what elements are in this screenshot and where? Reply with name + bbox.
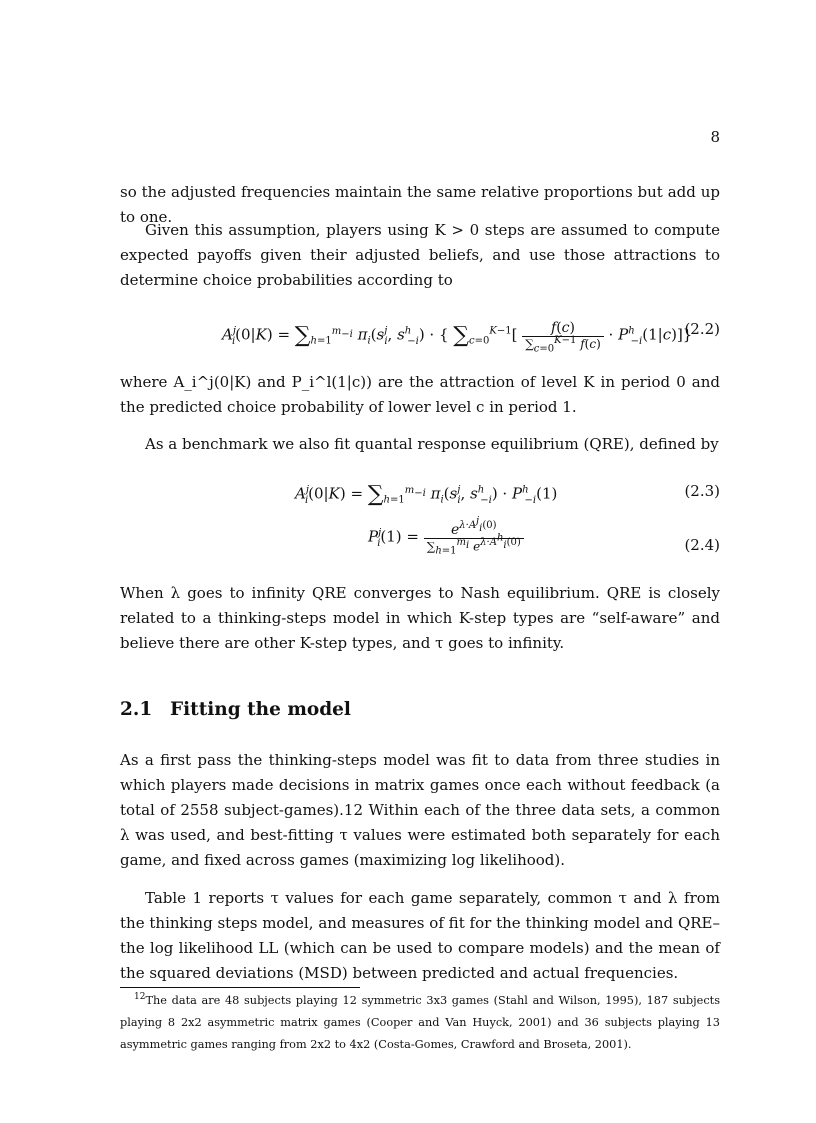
equation-2-2-formula: $A^j_i(0|K) = \sum_{h=1}^{m_{-i}}$ $\pi_i(s^j_i$, $s^h_{-i}$) · { $\sum_{c=0}^{K-1}$[ $\frac{f(c)}{\sum_{c=0}^{K-1} f(c)}$ · $P^h_{-i}(1|c)$]} <box>222 320 693 355</box>
paragraph-table-report: Table 1 reports τ values for each game separately, common τ and λ from the thinking steps model, and measures of fit for the thinking model and QRE– the log likelihood LL (which can be used to compare models) and the mean of the squared deviations (MSD) between predicted and actual frequencies. <box>120 889 720 982</box>
equation-2-3-formula: $A^j_i(0|K) = \sum_{h=1}^{m_{-i}}$ $\pi_i(s^j_i$, $s^h_{-i}) \cdot P^h_{-i}(1)$ <box>295 482 558 507</box>
page-number: 8 <box>710 128 720 146</box>
paragraph-assumption: Given this assumption, players using K > 0 steps are assumed to compute expected payoffs given their adjusted beliefs, and use those attractions to determine choice probabilities according to <box>120 221 720 289</box>
equation-2-4 <box>120 516 720 582</box>
equation-2-4-number: (2.4) <box>684 536 720 554</box>
equation-2-4-formula: $P^j_i(1)$ = $\frac{e^{\lambda\cdot A^j_i(0)}}{\sum_{h=1}^{m_i} e^{\lambda\cdot A^h_i(0)}}$ <box>368 522 524 553</box>
paragraph-attraction-definition: where A_i^j(0|K) and P_i^l(1|c)) are the attraction of level K in period 0 and the predicted choice probability of lower level c in period 1. <box>120 373 720 416</box>
equation-2-2 <box>120 306 720 366</box>
paragraph-adjusted-frequencies: so the adjusted frequencies maintain the same relative proportions but add up to one. <box>120 183 720 226</box>
footnote-rule <box>120 987 360 988</box>
footnote-text: The data are 48 subjects playing 12 symmetric 3x3 games (Stahl and Wilson, 1995), 187 subjects playing 8 2x2 asymmetric matrix games (Cooper and Van Huyck, 2001) and 36 subjects playing 13 asymmetric games ranging from 2x2 to 4x2 (Costa-Gomes, Crawford and Broseta, 2001). <box>120 994 720 1051</box>
paragraph-qre-convergence: When λ goes to infinity QRE converges to Nash equilibrium. QRE is closely related to a thinking-steps model in which K-step types are “self-aware” and believe there are other K-step types, and τ goes to infinity. <box>120 584 720 652</box>
section-heading <box>120 699 351 720</box>
paragraph-qre-benchmark: As a benchmark we also fit quantal response equilibrium (QRE), defined by <box>145 435 719 453</box>
footnote <box>120 990 720 1056</box>
equation-2-3 <box>120 470 720 530</box>
paragraph-first-pass: As a first pass the thinking-steps model was fit to data from three studies in which players made decisions in matrix games once each without feedback (a total of 2558 subject-games).12 Within each of the three data sets, a common λ was used, and best-fitting τ values were estimated both separately for each game, and fixed across games (maximizing log likelihood). <box>120 751 720 869</box>
section-title: Fitting the model <box>170 699 351 720</box>
equation-2-3-number: (2.3) <box>684 482 720 500</box>
section-number: 2.1 <box>120 699 153 720</box>
footnote-mark: 12 <box>134 992 146 1003</box>
equation-2-2-number: (2.2) <box>684 320 720 338</box>
